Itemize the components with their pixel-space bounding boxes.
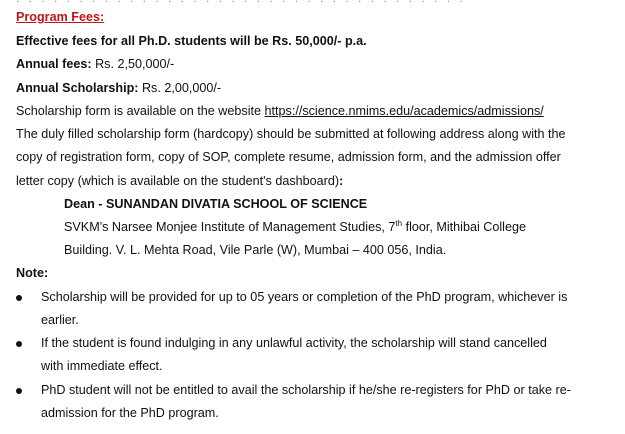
program-fees-heading: Program Fees:	[16, 10, 105, 24]
hardcopy-line-2: copy of registration form, copy of SOP, complete resume, admission form, and the admission offer	[16, 150, 561, 164]
hardcopy-line-3-text: letter copy (which is available on the student's dashboard)	[16, 174, 340, 188]
address-line-1	[64, 219, 526, 235]
note-item-line: Scholarship will be provided for up to 05 years or completion of the PhD program, whichever is	[41, 290, 568, 304]
scholarship-form-text: Scholarship form is available on the website	[16, 104, 265, 118]
annual-fees-label: Annual fees:	[16, 57, 92, 71]
annual-scholarship-label: Annual Scholarship:	[16, 81, 139, 95]
hardcopy-line-1: The duly filled scholarship form (hardcopy) should be submitted at following address along with the	[16, 127, 566, 141]
bullet-dot-icon	[16, 388, 22, 394]
cropped-previous-line	[16, 0, 376, 3]
bullet-dot-icon	[16, 341, 22, 347]
note-item-line: with immediate effect.	[41, 359, 163, 373]
bullet-dot-icon	[16, 295, 22, 301]
effective-fees-text: Effective fees for all Ph.D. students will be Rs. 50,000/- p.a.	[16, 34, 367, 48]
note-item-line: PhD student will not be entitled to avail the scholarship if he/she re-registers for PhD or take re-	[41, 383, 571, 397]
dean-title: Dean - SUNANDAN DIVATIA SCHOOL OF SCIENCE	[64, 197, 368, 211]
hardcopy-line-3-colon: :	[339, 174, 344, 188]
scholarship-form-line	[16, 103, 544, 119]
address-line-2: Building. V. L. Mehta Road, Vile Parle (W), Mumbai – 400 056, India.	[64, 243, 447, 257]
note-label: Note:	[16, 266, 49, 280]
note-item-line: admission for the PhD program.	[41, 406, 219, 420]
annual-scholarship-value: Rs. 2,00,000/-	[138, 81, 222, 95]
annual-fees-value: Rs. 2,50,000/-	[91, 57, 175, 71]
address-floor-superscript: th	[395, 218, 403, 228]
annual-fees-line	[16, 56, 174, 72]
note-item-line: earlier.	[41, 313, 79, 327]
hardcopy-line-3	[16, 173, 343, 189]
note-item-line: If the student is found indulging in any unlawful activity, the scholarship will stand cancelled	[41, 336, 547, 350]
address-line-1-prefix: SVKM's Narsee Monjee Institute of Management Studies, 7	[64, 220, 396, 234]
scholarship-website-link[interactable]: https://science.nmims.edu/academics/admissions/	[264, 104, 544, 118]
address-line-1-suffix: floor, Mithibai College	[402, 220, 526, 234]
annual-scholarship-line	[16, 80, 221, 96]
